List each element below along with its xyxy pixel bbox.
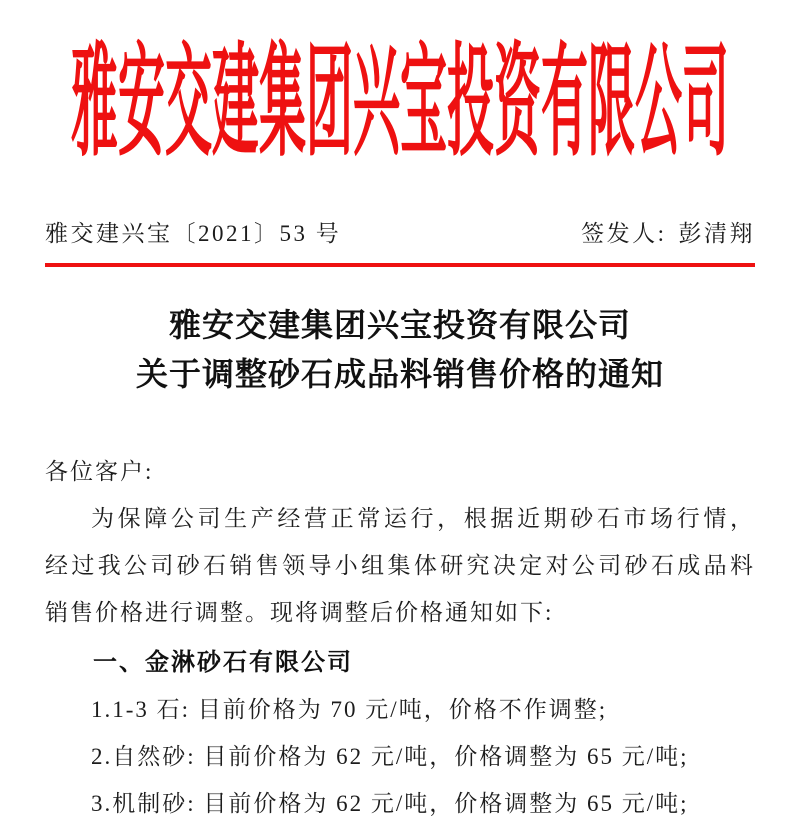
paragraph-line: 销售价格进行调整。现将调整后价格通知如下: bbox=[45, 600, 554, 625]
document-info-row bbox=[45, 219, 755, 249]
red-header-masthead bbox=[0, 37, 800, 173]
document-body bbox=[45, 448, 755, 827]
issuer bbox=[581, 219, 755, 249]
salutation: 各位客户: bbox=[45, 459, 154, 484]
company-name-masthead: 雅安交建集团兴宝投资有限公司 bbox=[71, 37, 729, 173]
document-title-line2: 关于调整砂石成品料销售价格的通知 bbox=[135, 356, 664, 392]
document-number: 雅交建兴宝〔2021〕53 号 bbox=[45, 221, 342, 246]
document-title bbox=[0, 301, 800, 399]
section-heading: 一、金淋砂石有限公司 bbox=[93, 649, 353, 676]
price-item: 2.自然砂: 目前价格为 62 元/吨，价格调整为 65 元/吨; bbox=[91, 744, 689, 769]
paragraph-line: 为保障公司生产经营正常运行，根据近期砂石市场行情， bbox=[91, 506, 755, 531]
issuer-name: 彭清翔 bbox=[678, 221, 755, 246]
document-title-line1: 雅安交建集团兴宝投资有限公司 bbox=[168, 307, 631, 343]
price-item: 3.机制砂: 目前价格为 62 元/吨，价格调整为 65 元/吨; bbox=[91, 791, 689, 816]
price-item: 1.1-3 石: 目前价格为 70 元/吨，价格不作调整; bbox=[91, 697, 608, 722]
red-divider-rule bbox=[45, 263, 755, 267]
paragraph-line: 经过我公司砂石销售领导小组集体研究决定对公司砂石成品料 bbox=[45, 553, 755, 578]
issuer-label: 签发人: bbox=[581, 221, 667, 246]
